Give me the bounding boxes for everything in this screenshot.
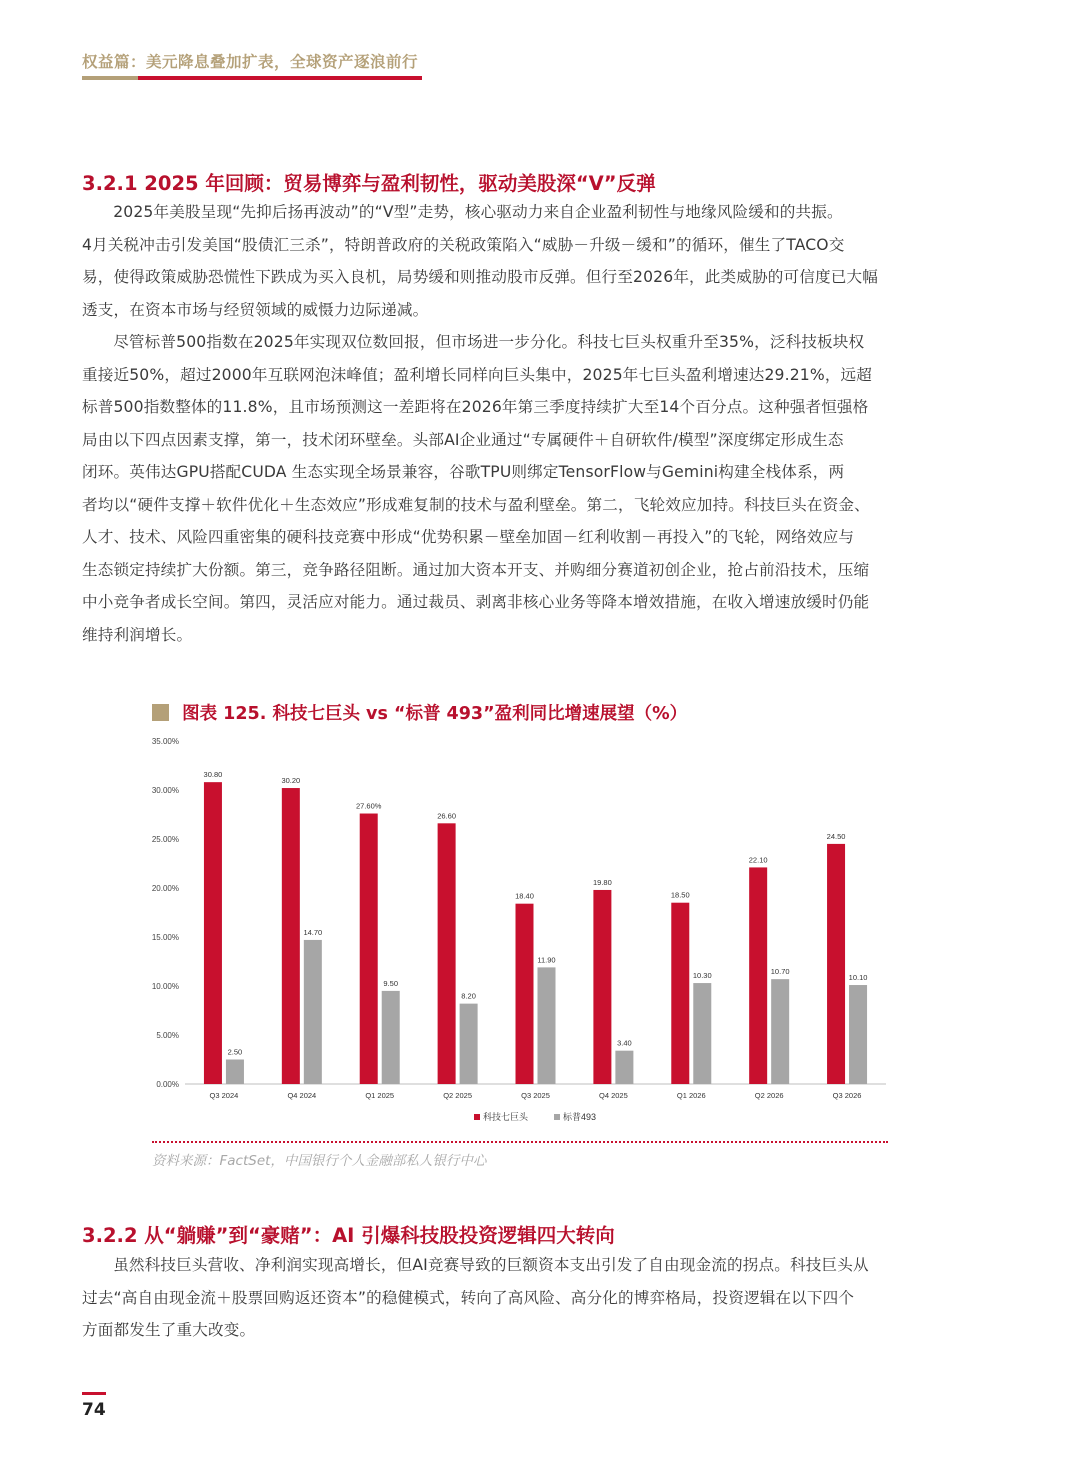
paragraph-line: 过去“高自由现金流＋股票回购返还资本”的稳健模式，转向了高风险、高分化的博弈格局，投资逻辑在以下四个	[82, 1288, 855, 1307]
section-heading-3-2-1: 3.2.1 2025 年回顾：贸易博弈与盈利韧性，驱动美股深“V”反弹	[82, 172, 656, 195]
bar-value-label: 8.20	[461, 991, 476, 1001]
x-tick-label: Q4 2025	[598, 1091, 628, 1100]
page-number: 74	[82, 1400, 106, 1420]
bar-tech7	[360, 814, 378, 1084]
x-tick-label: Q3 2026	[832, 1091, 862, 1100]
x-tick-label: Q2 2026	[754, 1091, 784, 1100]
paragraph-line: 生态锁定持续扩大份额。第三，竞争路径阻断。通过加大资本开支、并购细分赛道初创企业，抢占前沿技术，压缩	[82, 560, 870, 579]
paragraph-line: 维持利润增长。	[82, 625, 193, 644]
bar-tech7	[749, 867, 767, 1084]
chart-title: 图表 125. 科技七巨头 vs “标普 493”盈利同比增速展望（%）	[182, 704, 688, 724]
bar-value-label: 30.20	[281, 776, 301, 786]
chart-title-row	[152, 700, 687, 726]
bar-chart	[140, 728, 900, 1133]
bar-value-label: 22.10	[748, 855, 768, 865]
y-tick-label: 35.00%	[151, 737, 179, 746]
x-tick-label: Q1 2026	[676, 1091, 706, 1100]
bar-value-label: 26.60	[437, 811, 457, 821]
x-tick-label: Q2 2025	[443, 1091, 473, 1100]
source-divider	[152, 1141, 888, 1143]
paragraph-line: 易，使得政策威胁恐慌性下跌成为买入良机，局势缓和则推动股市反弹。但行至2026年，此类威胁的可信度已大幅	[82, 268, 878, 286]
section-heading-3-2-2: 3.2.2 从“躺赚”到“豪赌”：AI 引爆科技股投资逻辑四大转向	[82, 1224, 615, 1247]
legend-swatch	[474, 1114, 480, 1120]
bar-value-label: 10.10	[848, 973, 868, 983]
x-tick-label: Q1 2025	[365, 1091, 395, 1100]
paragraph-line: 局由以下四点因素支撑，第一，技术闭环壁垒。头部AI企业通过“专属硬件＋自研软件/模型”深度绑定形成生态	[82, 430, 844, 449]
bar-value-label: 10.70	[770, 967, 790, 977]
x-tick-label: Q4 2024	[287, 1091, 317, 1100]
y-tick-label: 20.00%	[151, 884, 179, 893]
bar-value-label: 2.50	[227, 1047, 243, 1057]
legend-swatch	[554, 1114, 560, 1120]
chart-source: 资料来源：FactSet，中国银行个人金融部私人银行中心	[152, 1153, 487, 1169]
paragraph-line: 虽然科技巨头营收、净利润实现高增长，但AI竞赛导致的巨额资本支出引发了自由现金流的拐点。科技巨头从	[113, 1256, 869, 1274]
y-tick-label: 10.00%	[151, 982, 179, 991]
bar-tech7	[593, 890, 611, 1084]
bar-sp493	[304, 940, 322, 1084]
bar-sp493	[226, 1060, 244, 1085]
bar-tech7	[438, 823, 456, 1084]
y-tick-label: 30.00%	[151, 786, 179, 795]
bar-sp493	[615, 1051, 633, 1084]
bar-tech7	[282, 788, 300, 1084]
bar-value-label: 19.80	[592, 877, 612, 887]
header-rule-gold	[82, 76, 138, 80]
header-title: 权益篇：美元降息叠加扩表，全球资产逐浪前行	[82, 53, 419, 71]
bar-tech7	[827, 844, 845, 1084]
paragraph-line: 人才、技术、风险四重密集的硬科技竞赛中形成“优势积累－壁垒加固－红利收割－再投入”的飞轮，网络效应与	[82, 528, 855, 546]
y-tick-label: 25.00%	[151, 835, 179, 844]
bar-sp493	[460, 1004, 478, 1084]
y-tick-label: 15.00%	[151, 933, 179, 942]
legend-label: 标普493	[563, 1112, 597, 1122]
bar-tech7	[204, 782, 222, 1084]
bar-sp493	[849, 985, 867, 1084]
x-tick-label: Q3 2024	[209, 1091, 239, 1100]
bar-sp493	[538, 967, 556, 1084]
bar-value-label: 18.40	[515, 891, 534, 901]
y-tick-label: 0.00%	[156, 1080, 179, 1089]
bar-sp493	[382, 991, 400, 1084]
paragraph-line: 4月关税冲击引发美国“股债汇三杀”，特朗普政府的关税政策陷入“威胁－升级－缓和”的循环，催生了TACO交	[82, 235, 845, 254]
paragraph-3	[82, 1249, 958, 1347]
paragraph-1	[82, 196, 958, 326]
paragraph-2	[82, 326, 958, 651]
bar-value-label: 30.80	[203, 770, 223, 780]
bar-value-label: 11.90	[537, 955, 556, 965]
paragraph-line: 透支，在资本市场与经贸领域的威慑力边际递减。	[82, 300, 429, 319]
bar-value-label: 3.40	[617, 1038, 632, 1048]
y-tick-label: 5.00%	[156, 1031, 179, 1040]
paragraph-line: 中小竞争者成长空间。第四，灵活应对能力。通过裁员、剥离非核心业务等降本增效措施，在收入增速放缓时仍能	[82, 593, 870, 611]
legend-label: 科技七巨头	[483, 1112, 529, 1122]
paragraph-line: 重接近50%，超过2000年互联网泡沫峰值；盈利增长同样向巨头集中，2025年七巨头盈利增速达29.21%，远超	[82, 365, 873, 384]
paragraph-line: 者均以“硬件支撑＋软件优化＋生态效应”形成难复制的技术与盈利壁垒。第二，飞轮效应加持。科技巨头在资金、	[82, 495, 870, 514]
bar-sp493	[771, 979, 789, 1084]
paragraph-line: 方面都发生了重大改变。	[82, 1321, 256, 1339]
bar-value-label: 9.50	[383, 978, 399, 988]
bar-value-label: 18.50	[670, 890, 690, 900]
header-rule-red	[138, 76, 422, 80]
paragraph-line: 2025年美股呈现“先抑后扬再波动”的“V型”走势，核心驱动力来自企业盈利韧性与地缘风险缓和的共振。	[113, 203, 843, 221]
x-tick-label: Q3 2025	[521, 1091, 550, 1100]
bar-tech7	[516, 904, 534, 1084]
paragraph-line: 标普500指数整体的11.8%，且市场预测这一差距将在2026年第三季度持续扩大至14个百分点。这种强者恒强格	[82, 398, 869, 416]
bar-value-label: 14.70	[303, 927, 323, 937]
bar-tech7	[671, 903, 689, 1084]
bar-value-label: 27.60%	[356, 801, 382, 811]
footer-rule	[82, 1392, 106, 1395]
bar-sp493	[693, 983, 711, 1084]
bar-value-label: 10.30	[692, 971, 712, 981]
paragraph-line: 尽管标普500指数在2025年实现双位数回报，但市场进一步分化。科技七巨头权重升至35%，泛科技板块权	[113, 333, 865, 351]
bar-value-label: 24.50	[826, 831, 846, 841]
chart-title-marker	[152, 704, 169, 721]
paragraph-line: 闭环。英伟达GPU搭配CUDA 生态实现全场景兼容，谷歌TPU则绑定TensorFlow与Gemini构建全栈体系，两	[82, 463, 845, 481]
